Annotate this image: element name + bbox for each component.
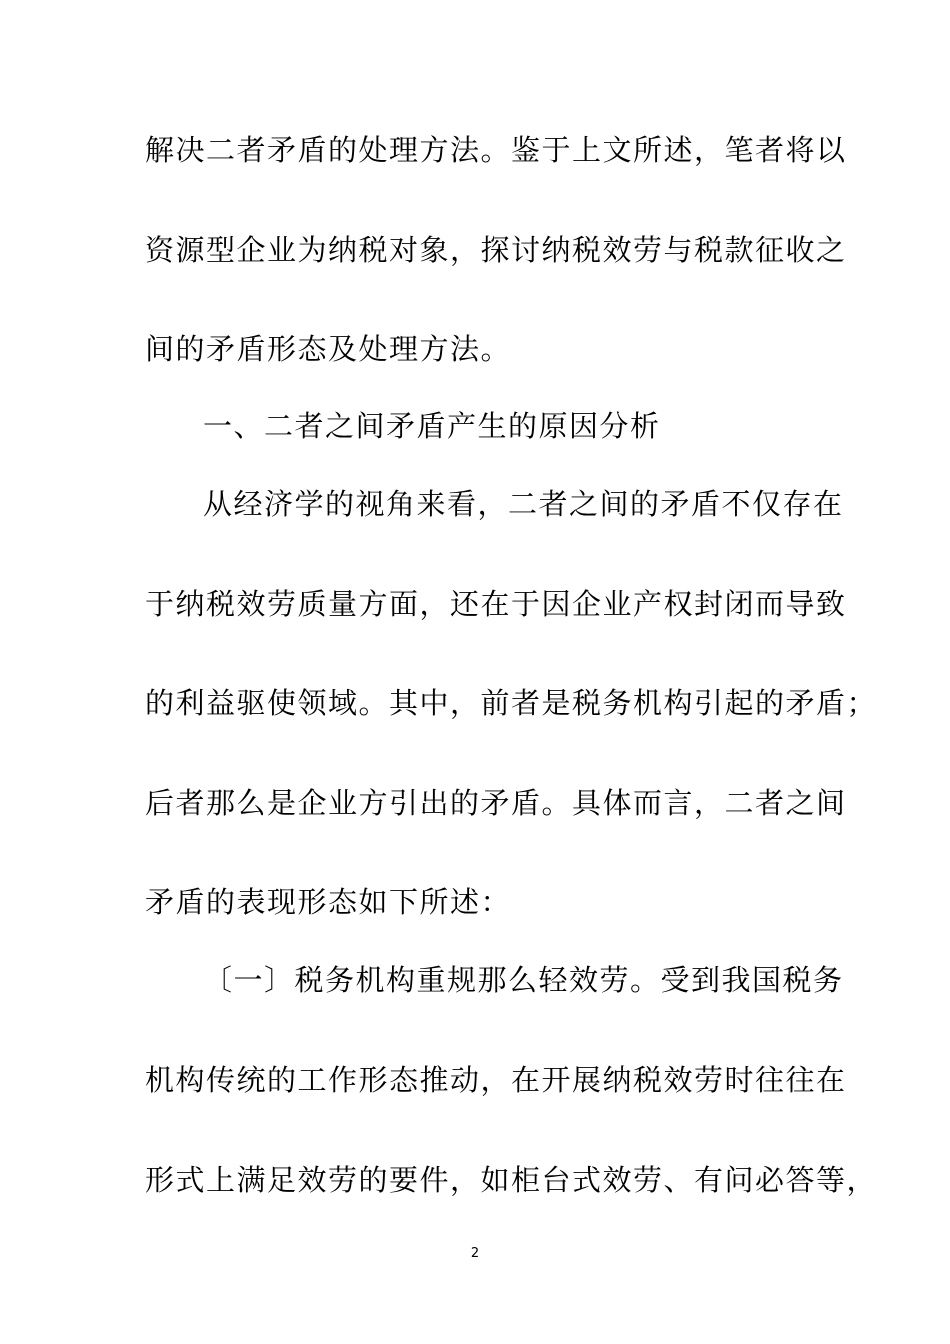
text-line: 形式上满足效劳的要件，如柜台式效劳、有问必答等， <box>145 1163 878 1197</box>
text-line: 间的矛盾形态及处理方法。 <box>145 332 512 366</box>
text-line: 后者那么是企业方引出的矛盾。具体而言，二者之间 <box>145 786 847 820</box>
text-line: 解决二者矛盾的处理方法。鉴于上文所述，笔者将以 <box>145 133 847 167</box>
section-heading: 一、二者之间矛盾产生的原因分析 <box>203 409 661 443</box>
text-line: 机构传统的工作形态推动，在开展纳税效劳时往往在 <box>145 1063 847 1097</box>
text-line: 从经济学的视角来看，二者之间的矛盾不仅存在 <box>203 487 844 521</box>
page-number: 2 <box>470 1246 480 1261</box>
text-line: 资源型企业为纳税对象，探讨纳税效劳与税款征收之 <box>145 233 847 267</box>
text-line: 矛盾的表现形态如下所述： <box>145 885 512 919</box>
text-line: 于纳税效劳质量方面，还在于因企业产权封闭而导致 <box>145 587 847 621</box>
subsection-heading: 〔一〕税务机构重规那么轻效劳。受到我国税务 <box>203 963 844 997</box>
text-line: 的利益驱使领域。其中，前者是税务机构引起的矛盾； <box>145 686 878 720</box>
